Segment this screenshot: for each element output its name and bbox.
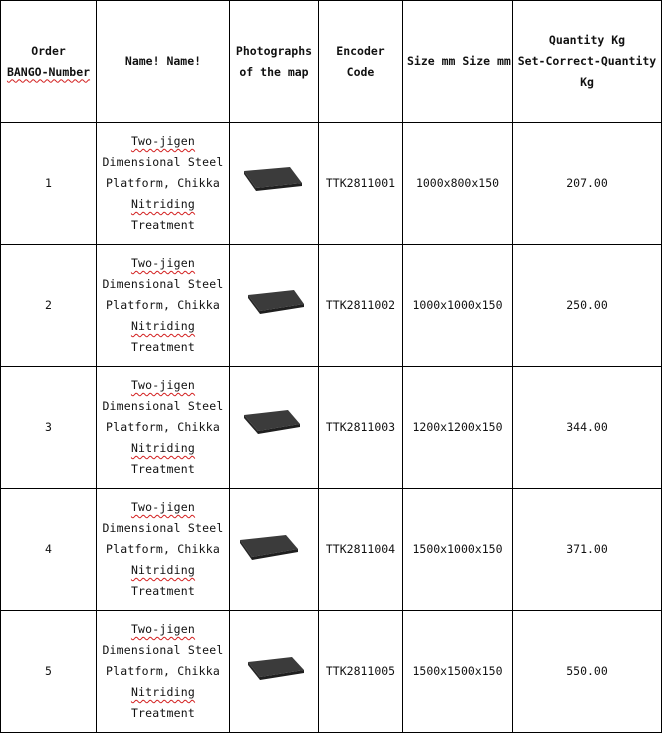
steel-platform-image <box>238 163 310 197</box>
header-qty-line-1: Quantity Kg <box>548 33 626 47</box>
name-line: Nitriding <box>130 319 196 333</box>
size-cell: 1500x1000x150 <box>403 489 513 611</box>
name-line: Treatment <box>130 462 196 476</box>
table-row <box>1 611 662 733</box>
order-cell: 2 <box>1 245 97 367</box>
name-line: Nitriding <box>130 197 196 211</box>
name-line: Treatment <box>130 584 196 598</box>
qty-cell: 371.00 <box>513 489 662 611</box>
name-line: Two-jigen <box>130 378 196 392</box>
name-line: Platform, Chikka <box>106 420 220 434</box>
name-line: Treatment <box>130 706 196 720</box>
header-order-line-2: BANGO-Number <box>6 64 91 79</box>
steel-platform-image <box>238 651 310 685</box>
header-size <box>403 1 513 123</box>
size-cell: 1000x1000x150 <box>403 245 513 367</box>
header-code-line-1: Encoder <box>336 43 385 58</box>
header-name-line-1: Name! Name! <box>124 54 202 68</box>
name-line: Two-jigen <box>130 622 196 636</box>
code-cell: TTK2811004 <box>319 489 403 611</box>
qty-cell: 207.00 <box>513 123 662 245</box>
steel-platform-image <box>238 285 310 319</box>
header-size-line-1: Size mm Size mm <box>407 54 511 68</box>
name-line: Dimensional Steel <box>102 399 224 413</box>
name-cell <box>97 245 230 367</box>
photo-cell <box>230 489 319 611</box>
name-cell <box>97 611 230 733</box>
header-code-line-2: Code <box>346 64 375 79</box>
name-cell <box>97 489 230 611</box>
header-qty-line-2: Set-Correct-Quantity <box>517 54 657 68</box>
name-cell <box>97 123 230 245</box>
order-cell: 3 <box>1 367 97 489</box>
photo-cell <box>230 245 319 367</box>
header-order-line-1: Order <box>31 43 66 58</box>
steel-platform-image <box>238 407 310 441</box>
photo-cell <box>230 611 319 733</box>
code-cell: TTK2811002 <box>319 245 403 367</box>
name-line: Platform, Chikka <box>106 664 220 678</box>
name-line: Platform, Chikka <box>106 298 220 312</box>
order-cell: 5 <box>1 611 97 733</box>
header-order <box>1 1 97 123</box>
header-photo-line-2: of the map <box>239 64 309 79</box>
header-photo-line-1: Photographs <box>235 43 313 58</box>
name-line: Two-jigen <box>130 500 196 514</box>
name-line: Dimensional Steel <box>102 643 224 657</box>
header-code <box>319 1 403 123</box>
qty-cell: 344.00 <box>513 367 662 489</box>
table-row <box>1 489 662 611</box>
table-row <box>1 123 662 245</box>
name-line: Two-jigen <box>130 134 196 148</box>
header-qty-line-3: Kg <box>580 75 594 89</box>
steel-platform-image <box>238 529 310 563</box>
name-line: Nitriding <box>130 563 196 577</box>
photo-cell <box>230 123 319 245</box>
header-name <box>97 1 230 123</box>
code-cell: TTK2811005 <box>319 611 403 733</box>
header-qty <box>513 1 662 123</box>
code-cell: TTK2811001 <box>319 123 403 245</box>
size-cell: 1200x1200x150 <box>403 367 513 489</box>
size-cell: 1000x800x150 <box>403 123 513 245</box>
name-line: Treatment <box>130 340 196 354</box>
name-cell <box>97 367 230 489</box>
qty-cell: 250.00 <box>513 245 662 367</box>
qty-cell: 550.00 <box>513 611 662 733</box>
name-line: Platform, Chikka <box>106 542 220 556</box>
name-line: Treatment <box>130 218 196 232</box>
table-row <box>1 367 662 489</box>
size-cell: 1500x1500x150 <box>403 611 513 733</box>
order-cell: 4 <box>1 489 97 611</box>
name-line: Nitriding <box>130 441 196 455</box>
name-line: Nitriding <box>130 685 196 699</box>
name-line: Two-jigen <box>130 256 196 270</box>
header-photo <box>230 1 319 123</box>
code-cell: TTK2811003 <box>319 367 403 489</box>
name-line: Dimensional Steel <box>102 155 224 169</box>
table-row <box>1 245 662 367</box>
name-line: Platform, Chikka <box>106 176 220 190</box>
photo-cell <box>230 367 319 489</box>
name-line: Dimensional Steel <box>102 277 224 291</box>
name-line: Dimensional Steel <box>102 521 224 535</box>
header-row <box>1 1 662 123</box>
order-cell: 1 <box>1 123 97 245</box>
